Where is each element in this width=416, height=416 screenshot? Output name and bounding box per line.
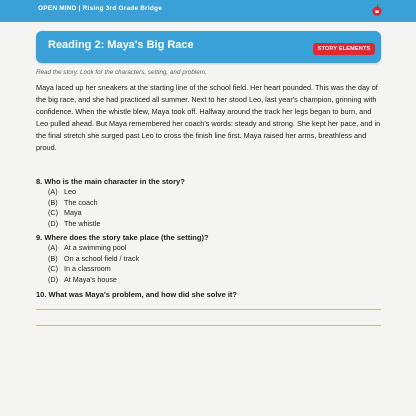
choice-text: Leo bbox=[64, 187, 76, 196]
choice-text: The coach bbox=[64, 197, 98, 207]
instruction-text: Read the story. Look for the characters, setting, and problem. bbox=[36, 69, 207, 76]
choice-9a[interactable] bbox=[48, 243, 368, 254]
story-elements-badge: STORY ELEMENTS bbox=[313, 43, 375, 55]
question-9-choices bbox=[48, 243, 368, 286]
question-8: 8. Who is the main character in the story? bbox=[36, 177, 185, 186]
choice-text: At Maya's house bbox=[64, 275, 117, 285]
choice-text: In a classroom bbox=[64, 264, 111, 274]
question-9: 9. Where does the story take place (the setting)? bbox=[36, 233, 209, 242]
choice-letter: (D) bbox=[48, 275, 58, 285]
workbook-title: OPEN MIND | Rising 3rd Grade Bridge bbox=[38, 5, 163, 12]
answer-line[interactable] bbox=[36, 309, 381, 310]
answer-line[interactable] bbox=[36, 325, 381, 326]
apple-icon bbox=[371, 3, 383, 17]
choice-letter: (D) bbox=[48, 219, 58, 229]
choice-8a[interactable] bbox=[48, 187, 368, 198]
choice-letter: (B) bbox=[48, 197, 58, 207]
question-10: 10. What was Maya's problem, and how did she solve it? bbox=[36, 290, 237, 299]
choice-text: Maya bbox=[64, 208, 82, 218]
top-bar bbox=[0, 0, 416, 22]
choice-text: The whistle bbox=[64, 219, 101, 229]
choice-9b[interactable] bbox=[48, 254, 368, 265]
choice-letter: (C) bbox=[48, 264, 58, 274]
choice-letter: (B) bbox=[48, 253, 58, 263]
choice-text: At a swimming pool bbox=[64, 243, 127, 252]
choice-text: On a school field / track bbox=[64, 253, 140, 263]
choice-9c[interactable] bbox=[48, 264, 368, 275]
story-passage: Maya laced up her sneakers at the starting line of the school field. Her heart pounded. This was the day of the big race, and she had practiced all summer. Next to her stood Leo, last year's champion, grinning with confidence. When the whistle blew, Maya took off. Halfway around the track her legs began to burn, and Leo pulled ahead. But Maya remembered her coach's words: steady and strong. She kept her pace, and in the final stretch she surged past Leo to cross the finish line first. Maya raised her arms, breathless and proud. bbox=[36, 83, 381, 153]
choice-8b[interactable] bbox=[48, 198, 368, 209]
question-8-choices bbox=[48, 187, 368, 230]
reading-header-card bbox=[36, 31, 381, 63]
choice-8d[interactable] bbox=[48, 219, 368, 230]
choice-letter: (A) bbox=[48, 187, 58, 196]
choice-letter: (C) bbox=[48, 208, 58, 218]
choice-8c[interactable] bbox=[48, 208, 368, 219]
reading-title: Reading 2: Maya's Big Race bbox=[48, 39, 194, 51]
choice-9d[interactable] bbox=[48, 275, 368, 286]
choice-letter: (A) bbox=[48, 243, 58, 252]
